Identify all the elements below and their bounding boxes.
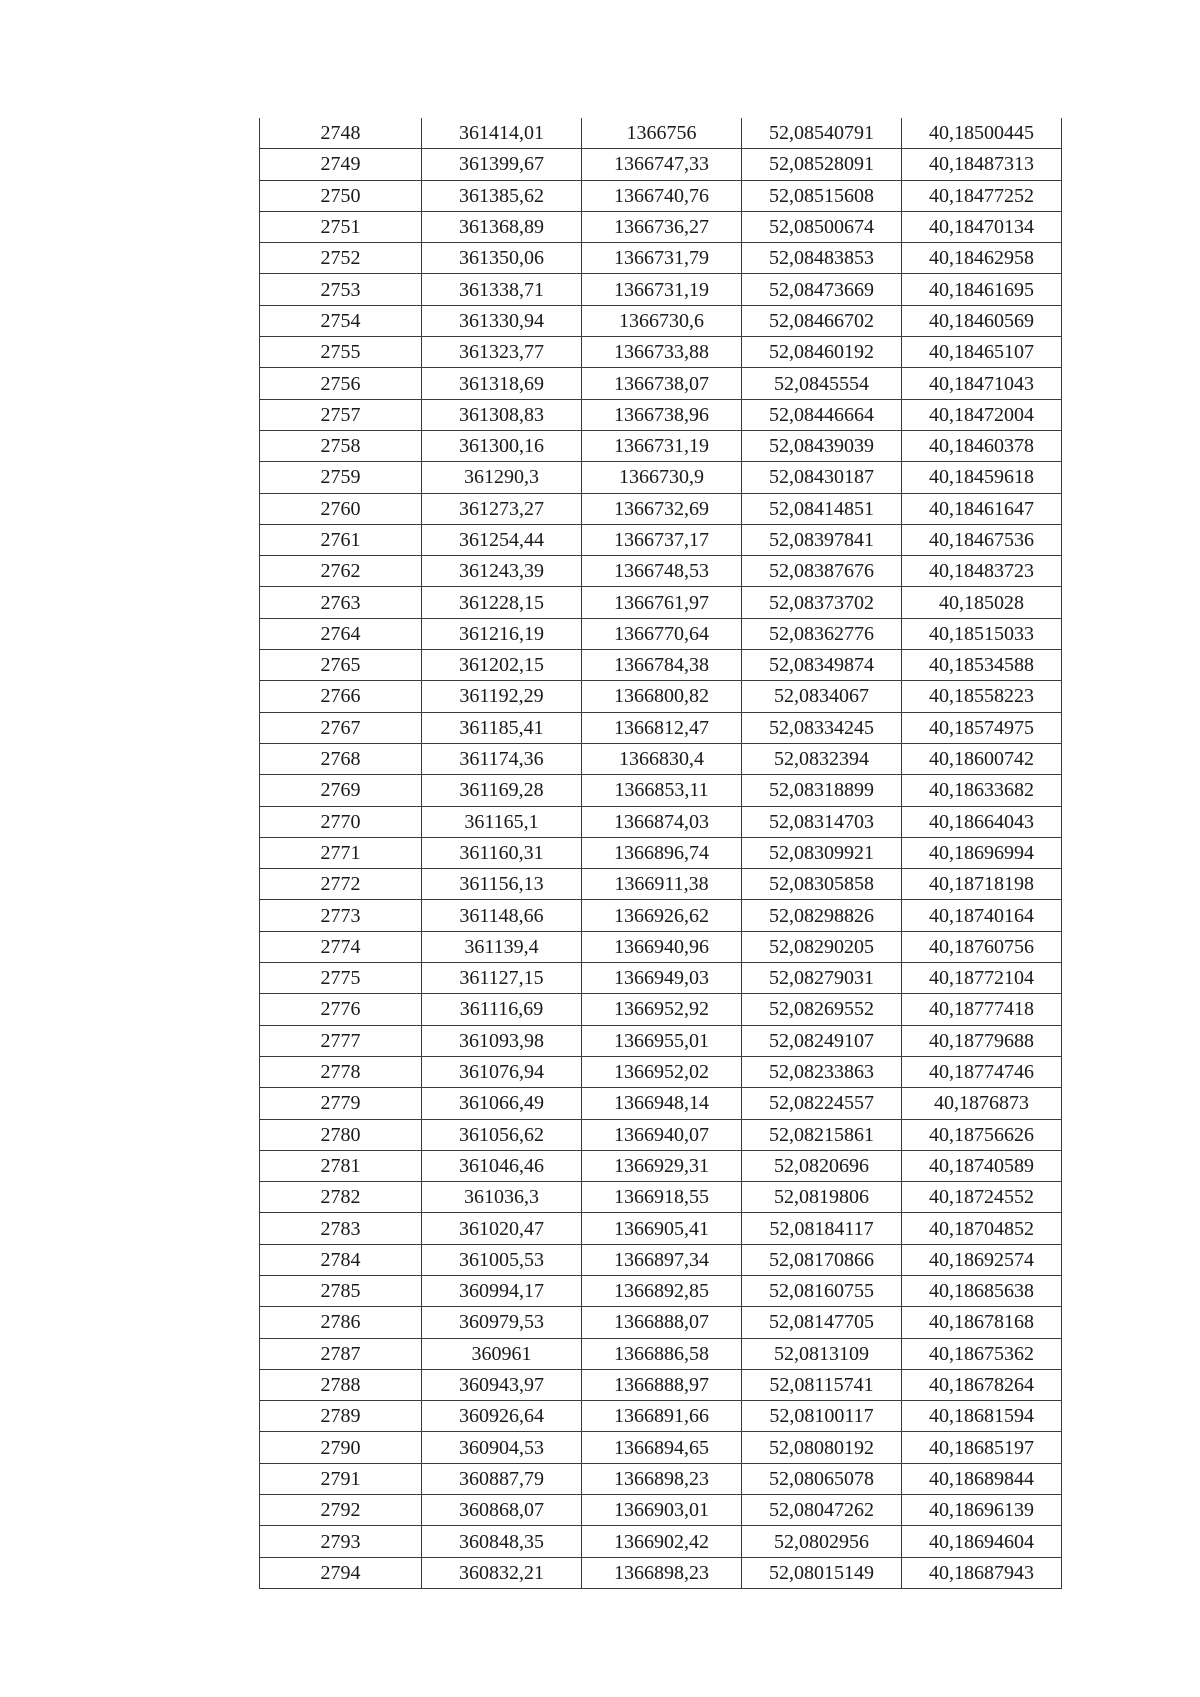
point-number-cell: 2749 — [260, 149, 422, 180]
table-row — [260, 337, 1062, 368]
y-coordinate-cell: 1366892,85 — [582, 1275, 742, 1306]
longitude-cell: 40,1876873 — [902, 1088, 1062, 1119]
latitude-cell: 52,08290205 — [742, 931, 902, 962]
table-row — [260, 1119, 1062, 1150]
point-number-cell: 2759 — [260, 462, 422, 493]
x-coordinate-cell: 361368,89 — [422, 211, 582, 242]
y-coordinate-cell: 1366784,38 — [582, 650, 742, 681]
y-coordinate-cell: 1366897,34 — [582, 1244, 742, 1275]
longitude-cell: 40,18487313 — [902, 149, 1062, 180]
latitude-cell: 52,08318899 — [742, 775, 902, 806]
point-number-cell: 2769 — [260, 775, 422, 806]
longitude-cell: 40,18470134 — [902, 211, 1062, 242]
point-number-cell: 2773 — [260, 900, 422, 931]
y-coordinate-cell: 1366731,79 — [582, 243, 742, 274]
x-coordinate-cell: 361056,62 — [422, 1119, 582, 1150]
longitude-cell: 40,18678168 — [902, 1307, 1062, 1338]
latitude-cell: 52,08460192 — [742, 337, 902, 368]
table-row — [260, 1150, 1062, 1181]
longitude-cell: 40,18740589 — [902, 1150, 1062, 1181]
y-coordinate-cell: 1366747,33 — [582, 149, 742, 180]
table-row — [260, 681, 1062, 712]
y-coordinate-cell: 1366737,17 — [582, 524, 742, 555]
table-row — [260, 900, 1062, 931]
table-row — [260, 243, 1062, 274]
latitude-cell: 52,08305858 — [742, 869, 902, 900]
longitude-cell: 40,18774746 — [902, 1056, 1062, 1087]
x-coordinate-cell: 361290,3 — [422, 462, 582, 493]
y-coordinate-cell: 1366894,65 — [582, 1432, 742, 1463]
longitude-cell: 40,18685197 — [902, 1432, 1062, 1463]
longitude-cell: 40,18692574 — [902, 1244, 1062, 1275]
y-coordinate-cell: 1366905,41 — [582, 1213, 742, 1244]
latitude-cell: 52,08224557 — [742, 1088, 902, 1119]
longitude-cell: 40,18574975 — [902, 712, 1062, 743]
table-row — [260, 994, 1062, 1025]
x-coordinate-cell: 361066,49 — [422, 1088, 582, 1119]
table-row — [260, 1213, 1062, 1244]
x-coordinate-cell: 361192,29 — [422, 681, 582, 712]
x-coordinate-cell: 361174,36 — [422, 743, 582, 774]
point-number-cell: 2780 — [260, 1119, 422, 1150]
table-row — [260, 1088, 1062, 1119]
latitude-cell: 52,08540791 — [742, 118, 902, 149]
latitude-cell: 52,08015149 — [742, 1557, 902, 1588]
table-row — [260, 556, 1062, 587]
point-number-cell: 2792 — [260, 1495, 422, 1526]
longitude-cell: 40,18534588 — [902, 650, 1062, 681]
y-coordinate-cell: 1366940,96 — [582, 931, 742, 962]
x-coordinate-cell: 361318,69 — [422, 368, 582, 399]
y-coordinate-cell: 1366770,64 — [582, 618, 742, 649]
point-number-cell: 2783 — [260, 1213, 422, 1244]
table-row — [260, 305, 1062, 336]
point-number-cell: 2787 — [260, 1338, 422, 1369]
table-row — [260, 806, 1062, 837]
latitude-cell: 52,08115741 — [742, 1369, 902, 1400]
longitude-cell: 40,18558223 — [902, 681, 1062, 712]
y-coordinate-cell: 1366949,03 — [582, 963, 742, 994]
longitude-cell: 40,18461695 — [902, 274, 1062, 305]
y-coordinate-cell: 1366731,19 — [582, 274, 742, 305]
x-coordinate-cell: 361139,4 — [422, 931, 582, 962]
longitude-cell: 40,18462958 — [902, 243, 1062, 274]
x-coordinate-cell: 360848,35 — [422, 1526, 582, 1557]
latitude-cell: 52,08387676 — [742, 556, 902, 587]
table-row — [260, 1275, 1062, 1306]
point-number-cell: 2766 — [260, 681, 422, 712]
point-number-cell: 2782 — [260, 1182, 422, 1213]
longitude-cell: 40,18779688 — [902, 1025, 1062, 1056]
latitude-cell: 52,0834067 — [742, 681, 902, 712]
table-row — [260, 587, 1062, 618]
longitude-cell: 40,18472004 — [902, 399, 1062, 430]
longitude-cell: 40,18696994 — [902, 837, 1062, 868]
x-coordinate-cell: 361300,16 — [422, 430, 582, 461]
table-row — [260, 743, 1062, 774]
table-row — [260, 1307, 1062, 1338]
longitude-cell: 40,18500445 — [902, 118, 1062, 149]
point-number-cell: 2768 — [260, 743, 422, 774]
longitude-cell: 40,18689844 — [902, 1463, 1062, 1494]
point-number-cell: 2789 — [260, 1401, 422, 1432]
latitude-cell: 52,08430187 — [742, 462, 902, 493]
x-coordinate-cell: 361160,31 — [422, 837, 582, 868]
point-number-cell: 2757 — [260, 399, 422, 430]
x-coordinate-cell: 360832,21 — [422, 1557, 582, 1588]
point-number-cell: 2781 — [260, 1150, 422, 1181]
longitude-cell: 40,18461647 — [902, 493, 1062, 524]
table-row — [260, 963, 1062, 994]
table-row — [260, 1182, 1062, 1213]
table-row — [260, 430, 1062, 461]
point-number-cell: 2775 — [260, 963, 422, 994]
x-coordinate-cell: 361020,47 — [422, 1213, 582, 1244]
y-coordinate-cell: 1366896,74 — [582, 837, 742, 868]
latitude-cell: 52,08047262 — [742, 1495, 902, 1526]
longitude-cell: 40,18460569 — [902, 305, 1062, 336]
longitude-cell: 40,185028 — [902, 587, 1062, 618]
x-coordinate-cell: 361005,53 — [422, 1244, 582, 1275]
point-number-cell: 2767 — [260, 712, 422, 743]
y-coordinate-cell: 1366948,14 — [582, 1088, 742, 1119]
longitude-cell: 40,18467536 — [902, 524, 1062, 555]
table-row — [260, 712, 1062, 743]
y-coordinate-cell: 1366748,53 — [582, 556, 742, 587]
latitude-cell: 52,08334245 — [742, 712, 902, 743]
point-number-cell: 2790 — [260, 1432, 422, 1463]
longitude-cell: 40,18718198 — [902, 869, 1062, 900]
x-coordinate-cell: 360961 — [422, 1338, 582, 1369]
y-coordinate-cell: 1366886,58 — [582, 1338, 742, 1369]
latitude-cell: 52,08528091 — [742, 149, 902, 180]
x-coordinate-cell: 361243,39 — [422, 556, 582, 587]
longitude-cell: 40,18459618 — [902, 462, 1062, 493]
table-row — [260, 931, 1062, 962]
x-coordinate-cell: 361216,19 — [422, 618, 582, 649]
x-coordinate-cell: 361308,83 — [422, 399, 582, 430]
longitude-cell: 40,18704852 — [902, 1213, 1062, 1244]
y-coordinate-cell: 1366888,07 — [582, 1307, 742, 1338]
latitude-cell: 52,08515608 — [742, 180, 902, 211]
latitude-cell: 52,08170866 — [742, 1244, 902, 1275]
table-row — [260, 775, 1062, 806]
latitude-cell: 52,08362776 — [742, 618, 902, 649]
x-coordinate-cell: 360887,79 — [422, 1463, 582, 1494]
x-coordinate-cell: 360994,17 — [422, 1275, 582, 1306]
table-row — [260, 118, 1062, 149]
point-number-cell: 2753 — [260, 274, 422, 305]
longitude-cell: 40,18756626 — [902, 1119, 1062, 1150]
x-coordinate-cell: 361046,46 — [422, 1150, 582, 1181]
point-number-cell: 2763 — [260, 587, 422, 618]
point-number-cell: 2761 — [260, 524, 422, 555]
table-row — [260, 1495, 1062, 1526]
y-coordinate-cell: 1366800,82 — [582, 681, 742, 712]
y-coordinate-cell: 1366874,03 — [582, 806, 742, 837]
x-coordinate-cell: 361036,3 — [422, 1182, 582, 1213]
latitude-cell: 52,08147705 — [742, 1307, 902, 1338]
y-coordinate-cell: 1366940,07 — [582, 1119, 742, 1150]
y-coordinate-cell: 1366812,47 — [582, 712, 742, 743]
y-coordinate-cell: 1366730,9 — [582, 462, 742, 493]
latitude-cell: 52,08100117 — [742, 1401, 902, 1432]
point-number-cell: 2748 — [260, 118, 422, 149]
y-coordinate-cell: 1366929,31 — [582, 1150, 742, 1181]
longitude-cell: 40,18460378 — [902, 430, 1062, 461]
point-number-cell: 2771 — [260, 837, 422, 868]
longitude-cell: 40,18760756 — [902, 931, 1062, 962]
point-number-cell: 2762 — [260, 556, 422, 587]
point-number-cell: 2776 — [260, 994, 422, 1025]
table-row — [260, 1557, 1062, 1588]
point-number-cell: 2778 — [260, 1056, 422, 1087]
y-coordinate-cell: 1366761,97 — [582, 587, 742, 618]
longitude-cell: 40,18687943 — [902, 1557, 1062, 1588]
point-number-cell: 2785 — [260, 1275, 422, 1306]
latitude-cell: 52,08298826 — [742, 900, 902, 931]
table-row — [260, 869, 1062, 900]
latitude-cell: 52,08249107 — [742, 1025, 902, 1056]
latitude-cell: 52,0820696 — [742, 1150, 902, 1181]
y-coordinate-cell: 1366891,66 — [582, 1401, 742, 1432]
latitude-cell: 52,08215861 — [742, 1119, 902, 1150]
longitude-cell: 40,18633682 — [902, 775, 1062, 806]
point-number-cell: 2760 — [260, 493, 422, 524]
y-coordinate-cell: 1366830,4 — [582, 743, 742, 774]
longitude-cell: 40,18477252 — [902, 180, 1062, 211]
x-coordinate-cell: 361273,27 — [422, 493, 582, 524]
point-number-cell: 2755 — [260, 337, 422, 368]
table-row — [260, 368, 1062, 399]
x-coordinate-cell: 360868,07 — [422, 1495, 582, 1526]
table-row — [260, 1338, 1062, 1369]
latitude-cell: 52,08466702 — [742, 305, 902, 336]
y-coordinate-cell: 1366732,69 — [582, 493, 742, 524]
x-coordinate-cell: 361399,67 — [422, 149, 582, 180]
coordinate-table — [259, 118, 1062, 1589]
x-coordinate-cell: 361228,15 — [422, 587, 582, 618]
longitude-cell: 40,18740164 — [902, 900, 1062, 931]
latitude-cell: 52,0813109 — [742, 1338, 902, 1369]
y-coordinate-cell: 1366911,38 — [582, 869, 742, 900]
point-number-cell: 2791 — [260, 1463, 422, 1494]
longitude-cell: 40,18772104 — [902, 963, 1062, 994]
table-row — [260, 650, 1062, 681]
longitude-cell: 40,18465107 — [902, 337, 1062, 368]
y-coordinate-cell: 1366952,02 — [582, 1056, 742, 1087]
table-row — [260, 399, 1062, 430]
point-number-cell: 2751 — [260, 211, 422, 242]
latitude-cell: 52,08269552 — [742, 994, 902, 1025]
latitude-cell: 52,0819806 — [742, 1182, 902, 1213]
latitude-cell: 52,08500674 — [742, 211, 902, 242]
table-row — [260, 1056, 1062, 1087]
y-coordinate-cell: 1366730,6 — [582, 305, 742, 336]
point-number-cell: 2786 — [260, 1307, 422, 1338]
y-coordinate-cell: 1366888,97 — [582, 1369, 742, 1400]
x-coordinate-cell: 361350,06 — [422, 243, 582, 274]
longitude-cell: 40,18600742 — [902, 743, 1062, 774]
point-number-cell: 2794 — [260, 1557, 422, 1588]
x-coordinate-cell: 361116,69 — [422, 994, 582, 1025]
latitude-cell: 52,08483853 — [742, 243, 902, 274]
y-coordinate-cell: 1366731,19 — [582, 430, 742, 461]
table-row — [260, 274, 1062, 305]
point-number-cell: 2784 — [260, 1244, 422, 1275]
latitude-cell: 52,08160755 — [742, 1275, 902, 1306]
table-row — [260, 1463, 1062, 1494]
longitude-cell: 40,18694604 — [902, 1526, 1062, 1557]
y-coordinate-cell: 1366738,07 — [582, 368, 742, 399]
longitude-cell: 40,18515033 — [902, 618, 1062, 649]
x-coordinate-cell: 361414,01 — [422, 118, 582, 149]
latitude-cell: 52,08446664 — [742, 399, 902, 430]
point-number-cell: 2788 — [260, 1369, 422, 1400]
y-coordinate-cell: 1366740,76 — [582, 180, 742, 211]
table-row — [260, 1244, 1062, 1275]
table-row — [260, 524, 1062, 555]
latitude-cell: 52,08314703 — [742, 806, 902, 837]
point-number-cell: 2770 — [260, 806, 422, 837]
x-coordinate-cell: 361148,66 — [422, 900, 582, 931]
table-row — [260, 618, 1062, 649]
y-coordinate-cell: 1366733,88 — [582, 337, 742, 368]
latitude-cell: 52,08080192 — [742, 1432, 902, 1463]
y-coordinate-cell: 1366898,23 — [582, 1557, 742, 1588]
table-row — [260, 180, 1062, 211]
x-coordinate-cell: 361169,28 — [422, 775, 582, 806]
table-row — [260, 1401, 1062, 1432]
table-row — [260, 837, 1062, 868]
x-coordinate-cell: 360979,53 — [422, 1307, 582, 1338]
latitude-cell: 52,0802956 — [742, 1526, 902, 1557]
x-coordinate-cell: 360904,53 — [422, 1432, 582, 1463]
table-row — [260, 1432, 1062, 1463]
longitude-cell: 40,18724552 — [902, 1182, 1062, 1213]
latitude-cell: 52,08065078 — [742, 1463, 902, 1494]
x-coordinate-cell: 361323,77 — [422, 337, 582, 368]
coordinate-table-body — [260, 118, 1062, 1588]
longitude-cell: 40,18685638 — [902, 1275, 1062, 1306]
latitude-cell: 52,08473669 — [742, 274, 902, 305]
point-number-cell: 2754 — [260, 305, 422, 336]
x-coordinate-cell: 361156,13 — [422, 869, 582, 900]
longitude-cell: 40,18678264 — [902, 1369, 1062, 1400]
longitude-cell: 40,18675362 — [902, 1338, 1062, 1369]
y-coordinate-cell: 1366736,27 — [582, 211, 742, 242]
longitude-cell: 40,18471043 — [902, 368, 1062, 399]
latitude-cell: 52,08414851 — [742, 493, 902, 524]
y-coordinate-cell: 1366918,55 — [582, 1182, 742, 1213]
latitude-cell: 52,08397841 — [742, 524, 902, 555]
longitude-cell: 40,18777418 — [902, 994, 1062, 1025]
point-number-cell: 2756 — [260, 368, 422, 399]
table-row — [260, 1025, 1062, 1056]
x-coordinate-cell: 360943,97 — [422, 1369, 582, 1400]
point-number-cell: 2793 — [260, 1526, 422, 1557]
latitude-cell: 52,08349874 — [742, 650, 902, 681]
x-coordinate-cell: 361127,15 — [422, 963, 582, 994]
latitude-cell: 52,0832394 — [742, 743, 902, 774]
y-coordinate-cell: 1366853,11 — [582, 775, 742, 806]
x-coordinate-cell: 360926,64 — [422, 1401, 582, 1432]
x-coordinate-cell: 361165,1 — [422, 806, 582, 837]
point-number-cell: 2765 — [260, 650, 422, 681]
latitude-cell: 52,08279031 — [742, 963, 902, 994]
y-coordinate-cell: 1366898,23 — [582, 1463, 742, 1494]
x-coordinate-cell: 361185,41 — [422, 712, 582, 743]
point-number-cell: 2779 — [260, 1088, 422, 1119]
x-coordinate-cell: 361254,44 — [422, 524, 582, 555]
table-row — [260, 493, 1062, 524]
table-row — [260, 149, 1062, 180]
longitude-cell: 40,18681594 — [902, 1401, 1062, 1432]
latitude-cell: 52,08373702 — [742, 587, 902, 618]
longitude-cell: 40,18696139 — [902, 1495, 1062, 1526]
longitude-cell: 40,18483723 — [902, 556, 1062, 587]
point-number-cell: 2758 — [260, 430, 422, 461]
longitude-cell: 40,18664043 — [902, 806, 1062, 837]
point-number-cell: 2772 — [260, 869, 422, 900]
y-coordinate-cell: 1366756 — [582, 118, 742, 149]
point-number-cell: 2774 — [260, 931, 422, 962]
latitude-cell: 52,08309921 — [742, 837, 902, 868]
x-coordinate-cell: 361385,62 — [422, 180, 582, 211]
x-coordinate-cell: 361330,94 — [422, 305, 582, 336]
point-number-cell: 2750 — [260, 180, 422, 211]
point-number-cell: 2752 — [260, 243, 422, 274]
latitude-cell: 52,08184117 — [742, 1213, 902, 1244]
table-row — [260, 462, 1062, 493]
latitude-cell: 52,0845554 — [742, 368, 902, 399]
x-coordinate-cell: 361093,98 — [422, 1025, 582, 1056]
x-coordinate-cell: 361076,94 — [422, 1056, 582, 1087]
y-coordinate-cell: 1366926,62 — [582, 900, 742, 931]
y-coordinate-cell: 1366902,42 — [582, 1526, 742, 1557]
table-row — [260, 1369, 1062, 1400]
point-number-cell: 2777 — [260, 1025, 422, 1056]
x-coordinate-cell: 361202,15 — [422, 650, 582, 681]
table-row — [260, 1526, 1062, 1557]
y-coordinate-cell: 1366952,92 — [582, 994, 742, 1025]
latitude-cell: 52,08439039 — [742, 430, 902, 461]
y-coordinate-cell: 1366903,01 — [582, 1495, 742, 1526]
y-coordinate-cell: 1366738,96 — [582, 399, 742, 430]
y-coordinate-cell: 1366955,01 — [582, 1025, 742, 1056]
point-number-cell: 2764 — [260, 618, 422, 649]
table-row — [260, 211, 1062, 242]
latitude-cell: 52,08233863 — [742, 1056, 902, 1087]
x-coordinate-cell: 361338,71 — [422, 274, 582, 305]
